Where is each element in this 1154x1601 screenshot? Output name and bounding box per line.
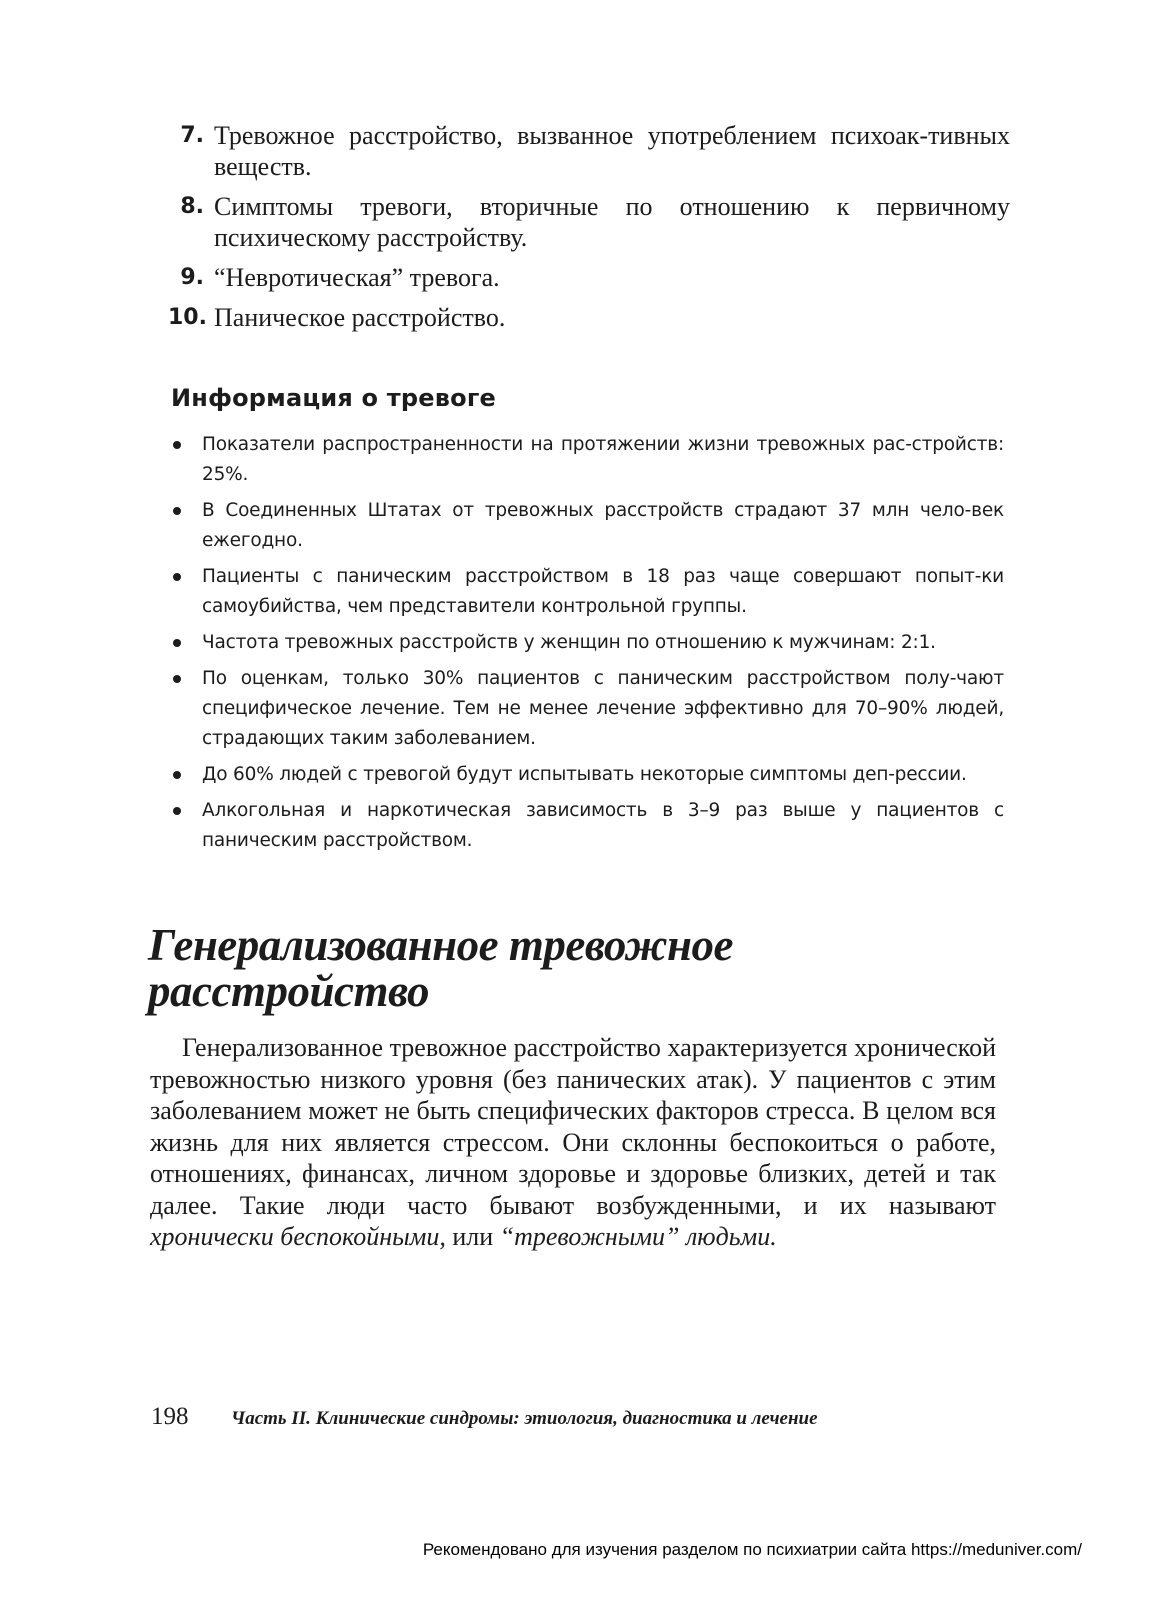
bullet-icon — [173, 639, 181, 647]
list-item-text: Тревожное расстройство, вызванное употреблением психоак-тивных веществ. — [214, 121, 1010, 181]
page-number: 198 — [151, 1403, 189, 1430]
bullet-icon — [173, 807, 181, 815]
list-item — [168, 120, 1010, 182]
bullet-icon — [173, 573, 181, 581]
bullet-text: Показатели распространенности на протяжении жизни тревожных рас-стройств: 25%. — [202, 434, 1004, 485]
list-item — [168, 302, 1010, 333]
section-title: Генерализованное тревожное расстройство — [148, 920, 734, 1016]
list-item — [168, 191, 1010, 253]
list-item-number: 7. — [180, 123, 204, 148]
info-heading: Информация о тревоге — [171, 384, 497, 412]
bullet-icon — [173, 441, 181, 449]
numbered-list — [168, 120, 1010, 342]
list-item-number: 10. — [168, 305, 207, 330]
watermark-text: Рекомендовано для изучения разделом по психиатрии сайта https://meduniver.com/ — [422, 1540, 1082, 1559]
bullet-text: Частота тревожных расстройств у женщин по отношению к мужчинам: 2:1. — [202, 632, 936, 653]
body-connector: или — [452, 1222, 494, 1251]
bullet-icon — [173, 771, 181, 779]
bullet-item — [172, 430, 1004, 490]
bullet-item — [172, 664, 1004, 754]
body-paragraph — [150, 1032, 996, 1253]
body-italic-phrase: хронически беспокойными, — [150, 1222, 446, 1251]
bullet-item — [172, 760, 1004, 790]
body-text: Генерализованное тревожное расстройство характеризуется хронической тревожностью низкого уровня (без панических атак). У пациентов с этим заболеванием может не быть специфических факторов стресса. В целом вся жизнь для них является стрессом. Они склонны беспокоиться о работе, отношениях, финансах, личном здоровье и здоровье близких, детей и так далее. Такие люди часто бывают возбужденными, и их называют — [150, 1033, 996, 1220]
bullet-item — [172, 562, 1004, 622]
list-item-text: Паническое расстройство. — [214, 303, 506, 332]
page-footer — [151, 1403, 1011, 1431]
bullet-item — [172, 796, 1004, 856]
bullet-icon — [173, 675, 181, 683]
bullet-text: Алкогольная и наркотическая зависимость в 3–9 раз выше у пациентов с паническим расстройством. — [202, 800, 1004, 851]
list-item-number: 9. — [180, 265, 204, 290]
bullet-icon — [173, 507, 181, 515]
list-item-text: Симптомы тревоги, вторичные по отношению к первичному психическому расстройству. — [214, 192, 1010, 252]
bullet-item — [172, 628, 1004, 658]
info-bullet-list — [172, 430, 1004, 862]
body-italic-phrase: “тревожными” людьми. — [499, 1222, 777, 1251]
running-head: Часть II. Клинические синдромы: этиология, диагностика и лечение — [231, 1408, 818, 1429]
list-item — [168, 262, 1010, 293]
bullet-text: Пациенты с паническим расстройством в 18 раз чаще совершают попыт-ки самоубийства, чем представители контрольной группы. — [202, 566, 1004, 617]
bullet-text: В Соединенных Штатах от тревожных расстройств страдают 37 млн чело-век ежегодно. — [202, 500, 1004, 551]
list-item-text: “Невротическая” тревога. — [214, 263, 500, 292]
list-item-number: 8. — [180, 194, 204, 219]
bullet-text: До 60% людей с тревогой будут испытывать некоторые симптомы деп-рессии. — [202, 764, 967, 785]
bullet-item — [172, 496, 1004, 556]
bullet-text: По оценкам, только 30% пациентов с паническим расстройством полу-чают специфическое лечение. Тем не менее лечение эффективно для 70–90% людей, страдающих таким заболеванием. — [202, 668, 1004, 749]
